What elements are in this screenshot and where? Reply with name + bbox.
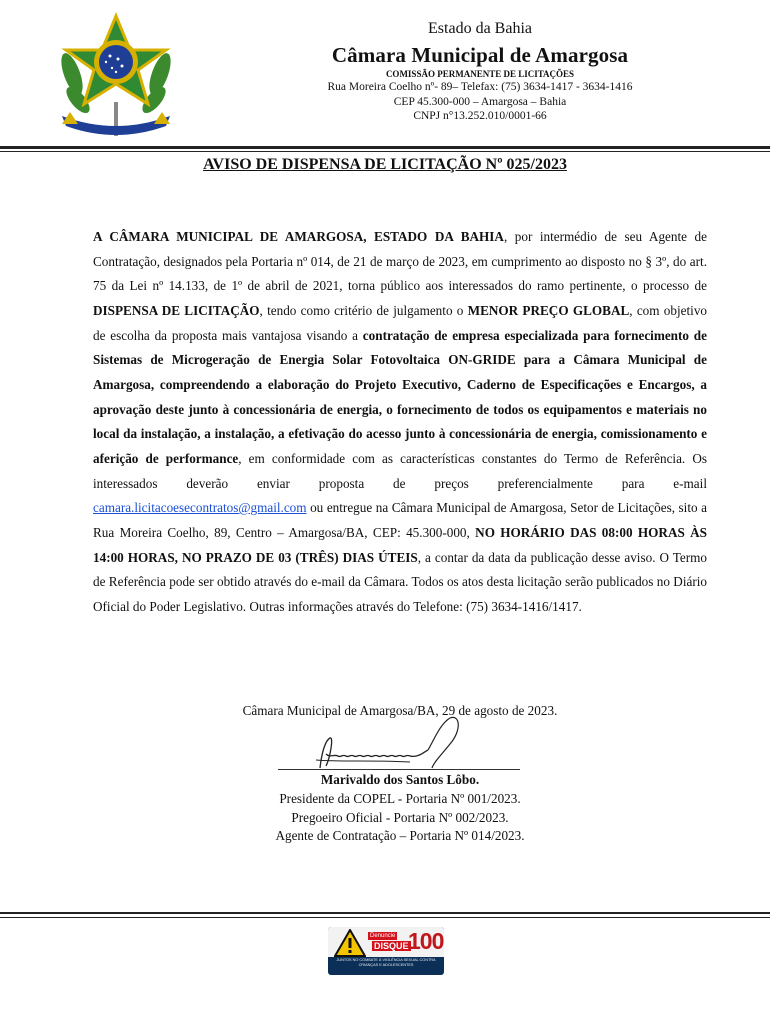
header-divider-thin xyxy=(0,151,770,152)
signer-role-2: Pregoeiro Oficial - Portaria Nº 002/2023. xyxy=(291,810,509,825)
email-link[interactable]: camara.licitacoesecontratos@gmail.com xyxy=(93,500,307,516)
body-criterion: MENOR PREÇO GLOBAL xyxy=(467,302,630,318)
body-deadline: NO HORÁRIO DAS 08:00 HORAS ÀS 14:00 HORAS, NO PRAZO DE 03 (TRÊS) DIAS ÚTEIS xyxy=(93,524,707,565)
banner-disque: DISQUE xyxy=(374,941,409,951)
footer-divider-thin xyxy=(0,917,770,918)
body-lead: A CÂMARA MUNICIPAL DE AMARGOSA, ESTADO DA BAHIA xyxy=(93,229,504,244)
institution-name: Câmara Municipal de Amargosa xyxy=(331,43,629,67)
signer-name: Marivaldo dos Santos Lôbo. xyxy=(320,772,480,787)
document-title xyxy=(0,156,770,174)
committee-name: COMISSÃO PERMANENTE DE LICITAÇÕES xyxy=(385,69,575,79)
date-line: Câmara Municipal de Amargosa/BA, 29 de agosto de 2023. xyxy=(242,703,558,718)
signer-role-3: Agente de Contratação – Portaria Nº 014/2023. xyxy=(275,828,525,843)
disque-100-banner xyxy=(328,927,444,975)
cnpj-line: CNPJ n°13.252.010/0001-66 xyxy=(413,110,547,122)
address-line: Rua Moreira Coelho nº- 89– Telefax: (75) 3634-1417 - 3634-1416 xyxy=(327,81,633,93)
cep-line: CEP 45.300-000 – Amargosa – Bahia xyxy=(393,96,567,108)
notice-body xyxy=(93,225,707,620)
body-text-4: , em conformidade com as características constantes do Termo de Referência. Os interessados deverão enviar proposta de preços preferencialmente para e-mail xyxy=(93,450,707,491)
body-text-3: , com objetivo de escolha da proposta mais vantajosa visando a xyxy=(93,302,708,343)
body-text-1: , por intermédio de seu Agente de Contratação, designados pela Portaria nº 014, de 21 de março de 2023, em cumprimento ao disposto no § 3º, do art. 75 da Lei nº 14.133, de 1º de abril de 2021, torna público aos interessados do ramo pertinente, o processo de xyxy=(93,229,707,294)
body-object: contratação de empresa especializada para fornecimento de Sistemas de Microgeração de Energia Solar Fotovoltaica ON-GRIDE para a Câmara Municipal de Amargosa, compreendendo a elaboração do Projeto Executivo, Caderno de Especificações e Encargos, a aprovação deste junto à concessionária de energia, o fornecimento de todos os equipamentos e materiais no local da instalação, a instalação, a efetivação do acesso junto à concessionária de energia, comissionamento e aferição de performance xyxy=(93,327,707,466)
state-name: Estado da Bahia xyxy=(428,20,532,37)
body-text-2: , tendo como critério de julgamento o xyxy=(259,302,468,318)
banner-campaign: JUNTOS NO COMBATE À VIOLÊNCIA SEXUAL CONTRA CRIANÇAS E ADOLESCENTES xyxy=(336,958,436,967)
warning-triangle-icon xyxy=(334,929,366,957)
body-text-6: , a contar da data da publicação desse aviso. O Termo de Referência pode ser obtido através do e-mail da Câmara. Todos os atos desta licitação serão publicados no Diário Oficial do Poder Legislativo. Outras informações através do Telefone: (75) 3634-1416/1417. xyxy=(93,549,708,614)
footer-divider xyxy=(0,912,770,914)
signature-line xyxy=(278,769,520,770)
banner-denuncie: Denuncie xyxy=(370,933,396,939)
body-text-5: ou entregue na Câmara Municipal de Amargosa, Setor de Licitações, sito a Rua Moreira Coelho, 89, Centro – Amargosa/BA, CEP: 45.300-000, xyxy=(93,500,707,540)
banner-number: 100 xyxy=(408,928,444,954)
body-dispensa: DISPENSA DE LICITAÇÃO xyxy=(93,302,260,318)
brazil-coat-of-arms-icon xyxy=(48,12,184,142)
document-title-text: AVISO DE DISPENSA DE LICITAÇÃO Nº 025/2023 xyxy=(203,156,567,173)
signer-role-1: Presidente da COPEL - Portaria Nº 001/2023. xyxy=(279,791,521,806)
header-divider xyxy=(0,146,770,149)
